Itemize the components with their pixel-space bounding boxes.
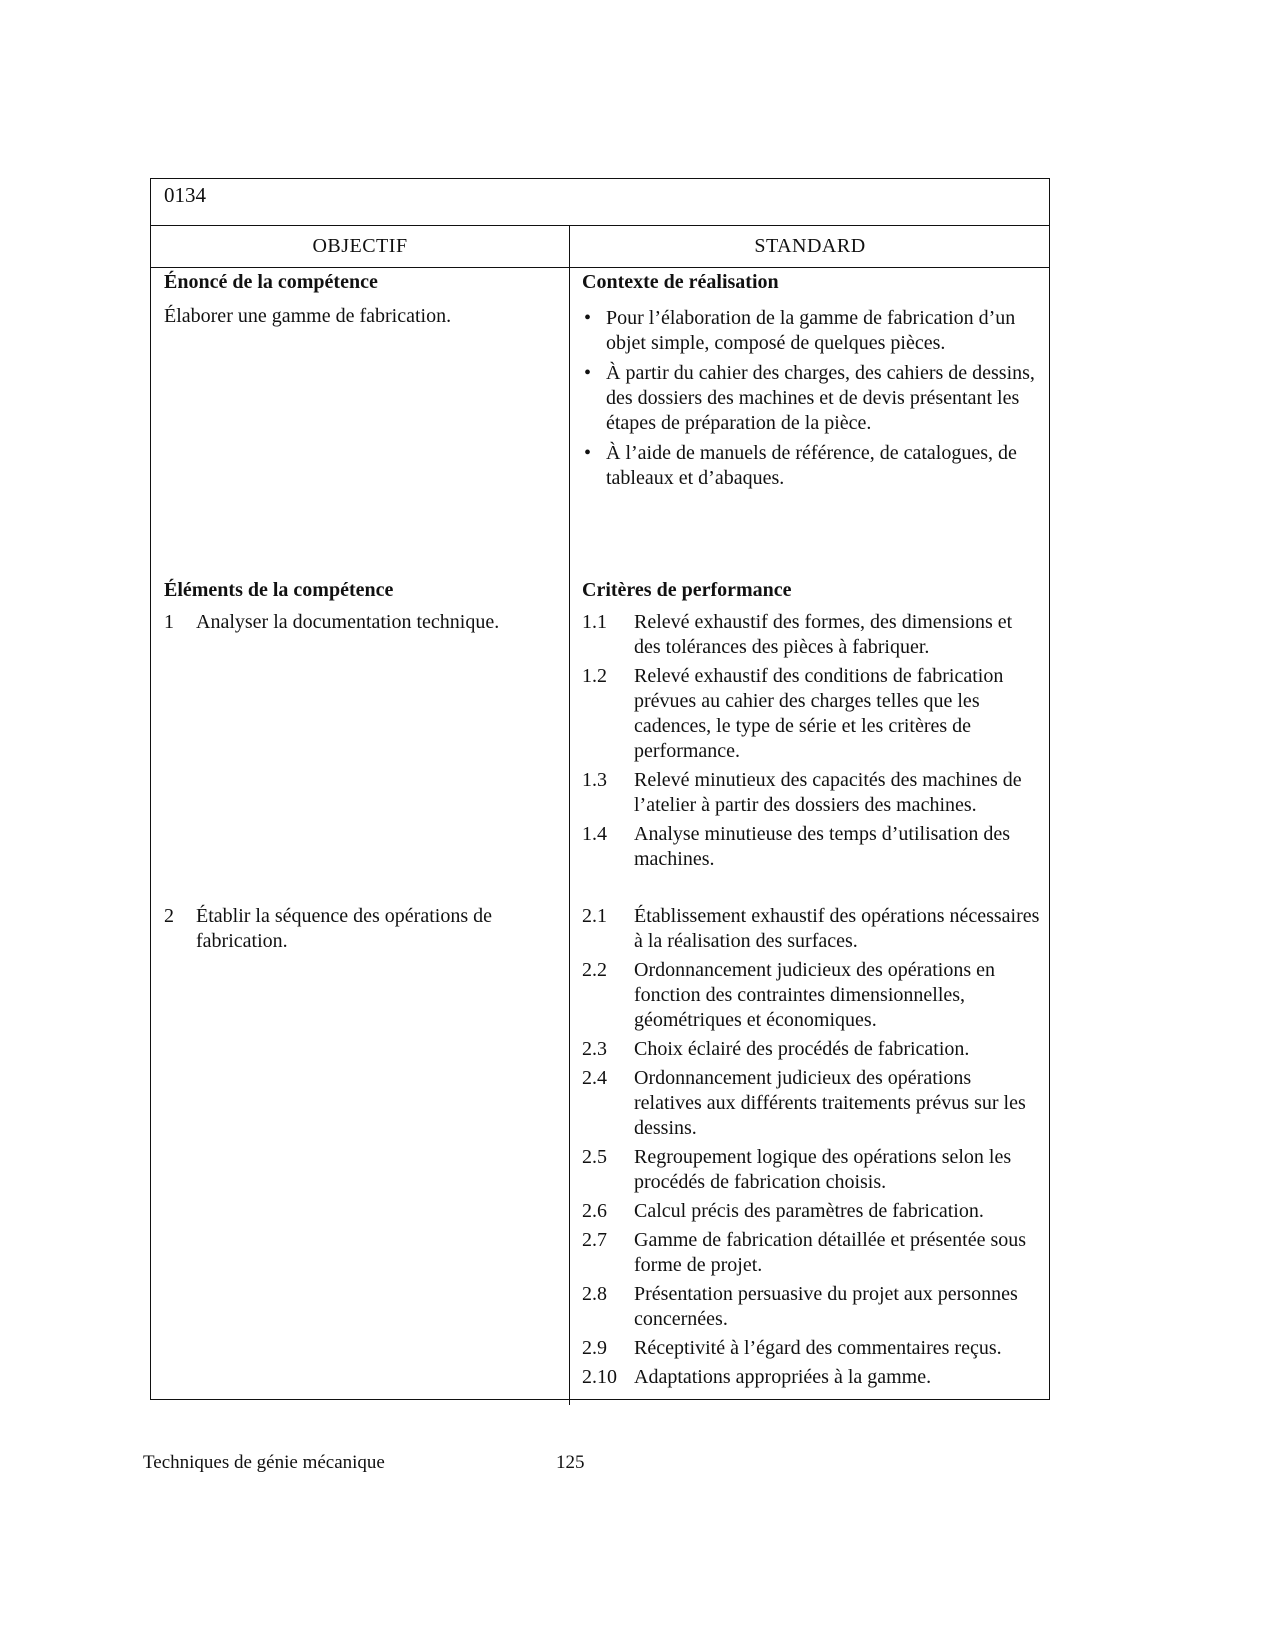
enonce-section <box>164 271 559 329</box>
code-row <box>151 179 1049 226</box>
bullet-icon: • <box>584 442 592 464</box>
element-item: 1 Analyser la documentation technique. <box>164 611 500 633</box>
criteres-group-2 <box>582 904 1042 1394</box>
header-standard: STANDARD <box>754 235 866 257</box>
column-divider <box>569 225 570 1405</box>
criteres-title: Critères de performance <box>582 579 792 601</box>
page-number: 125 <box>556 1452 585 1473</box>
criterion-item: 2.3 Choix éclairé des procédés de fabrication. <box>582 1038 970 1060</box>
list-item: • À partir du cahier des charges, des cahiers de dessins, des dossiers des machines et de devis présentant les étapes de préparation de la pièce. <box>584 362 1035 434</box>
elements-title: Éléments de la compétence <box>164 579 394 601</box>
contexte-section <box>582 271 1042 496</box>
criterion-item: 2.2 Ordonnancement judicieux des opérations en fonction des contraintes dimensionnelles, géométriques et économiques. <box>582 959 995 1031</box>
criterion-item: 1.1 Relevé exhaustif des formes, des dimensions et des tolérances des pièces à fabriquer. <box>582 611 1013 658</box>
elements-section <box>164 579 559 635</box>
criteres-group-1 <box>582 610 1042 872</box>
contexte-title: Contexte de réalisation <box>582 271 779 293</box>
element-item: 2 Établir la séquence des opérations de fabrication. <box>164 905 492 952</box>
criterion-item: 2.5 Regroupement logique des opérations selon les procédés de fabrication choisis. <box>582 1146 1012 1193</box>
bullet-icon: • <box>584 307 592 329</box>
criterion-item: 2.10 Adaptations appropriées à la gamme. <box>582 1366 932 1388</box>
criterion-item: 2.8 Présentation persuasive du projet aux personnes concernées. <box>582 1283 1018 1330</box>
criterion-item: 1.4 Analyse minutieuse des temps d’utilisation des machines. <box>582 823 1011 870</box>
contexte-list <box>582 306 1042 491</box>
criteres-section <box>582 579 1042 876</box>
criterion-item: 2.1 Établissement exhaustif des opérations nécessaires à la réalisation des surfaces. <box>582 905 1040 952</box>
header-row <box>151 225 1049 268</box>
enonce-title: Énoncé de la compétence <box>164 271 378 293</box>
enonce-text: Élaborer une gamme de fabrication. <box>164 305 452 327</box>
bullet-icon: • <box>584 362 592 384</box>
competency-code: 0134 <box>164 183 206 207</box>
criterion-item: 1.3 Relevé minutieux des capacités des machines de l’atelier à partir des dossiers des machines. <box>582 769 1022 816</box>
criterion-item: 2.6 Calcul précis des paramètres de fabrication. <box>582 1200 984 1222</box>
list-item: • Pour l’élaboration de la gamme de fabrication d’un objet simple, composé de quelques pièces. <box>584 307 1016 354</box>
footer-title: Techniques de génie mécanique <box>143 1452 385 1473</box>
criterion-item: 2.4 Ordonnancement judicieux des opérations relatives aux différents traitements prévus sur les dessins. <box>582 1067 1026 1139</box>
list-item: • À l’aide de manuels de référence, de catalogues, de tableaux et d’abaques. <box>584 442 1017 489</box>
criterion-item: 1.2 Relevé exhaustif des conditions de fabrication prévues au cahier des charges telles que les cadences, le type de série et les critères de performance. <box>582 665 1004 762</box>
header-objectif: OBJECTIF <box>312 235 408 257</box>
competency-table <box>150 178 1050 1400</box>
criterion-item: 2.9 Réceptivité à l’égard des commentaires reçus. <box>582 1337 1002 1359</box>
criterion-item: 2.7 Gamme de fabrication détaillée et présentée sous forme de projet. <box>582 1229 1027 1276</box>
